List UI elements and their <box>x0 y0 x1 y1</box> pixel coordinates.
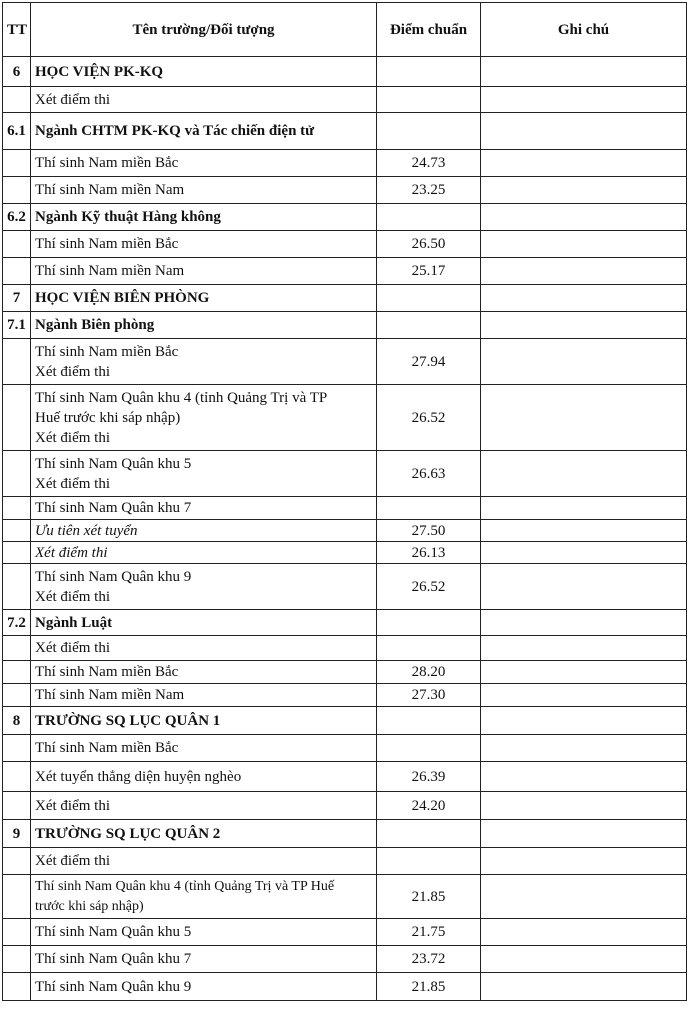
row-name: Ưu tiên xét tuyển <box>31 520 377 542</box>
row-tt: 7.2 <box>3 610 31 636</box>
row-note <box>481 177 687 204</box>
row-score <box>377 636 481 661</box>
row-tt: 6.2 <box>3 204 31 231</box>
table-row <box>3 57 687 87</box>
row-tt <box>3 973 31 1001</box>
row-tt <box>3 792 31 820</box>
row-tt: 7.1 <box>3 312 31 339</box>
row-note <box>481 312 687 339</box>
row-score: 27.30 <box>377 684 481 707</box>
row-score: 26.39 <box>377 762 481 792</box>
row-note <box>481 339 687 385</box>
row-tt <box>3 762 31 792</box>
row-name: Ngành Biên phòng <box>31 312 377 339</box>
row-tt <box>3 735 31 762</box>
row-tt <box>3 848 31 875</box>
row-name-line: Huế trước khi sáp nhập) <box>35 409 181 426</box>
row-name: HỌC VIỆN BIÊN PHÒNG <box>31 285 377 312</box>
row-name: Thí sinh Nam miền Bắc <box>31 150 377 177</box>
row-tt <box>3 661 31 684</box>
row-score: 23.72 <box>377 946 481 973</box>
row-name: Thí sinh Nam miền Nam <box>31 258 377 285</box>
row-note <box>481 564 687 610</box>
row-name: Ngành Luật <box>31 610 377 636</box>
row-score: 21.75 <box>377 919 481 946</box>
row-name: Thí sinh Nam miền Bắc <box>31 661 377 684</box>
row-score: 26.52 <box>377 385 481 451</box>
table-row <box>3 848 687 875</box>
row-score: 27.94 <box>377 339 481 385</box>
row-score: 26.13 <box>377 542 481 564</box>
row-score: 28.20 <box>377 661 481 684</box>
row-tt <box>3 684 31 707</box>
table-row <box>3 707 687 735</box>
table-row <box>3 385 687 451</box>
table-row <box>3 339 687 385</box>
row-score <box>377 848 481 875</box>
row-score <box>377 707 481 735</box>
row-name: Xét điểm thi <box>31 542 377 564</box>
row-name-line: Thí sinh Nam miền Bắc <box>35 343 179 360</box>
row-score <box>377 57 481 87</box>
row-score: 26.50 <box>377 231 481 258</box>
row-note <box>481 735 687 762</box>
table-row <box>3 875 687 919</box>
row-name-line: Xét điểm thi <box>35 363 110 380</box>
table-row <box>3 735 687 762</box>
row-name: Thí sinh Nam Quân khu 9 <box>31 973 377 1001</box>
row-name <box>31 564 377 610</box>
row-tt <box>3 520 31 542</box>
row-tt <box>3 258 31 285</box>
admission-score-table <box>2 2 687 1001</box>
row-name: Thí sinh Nam miền Bắc <box>31 735 377 762</box>
row-tt <box>3 946 31 973</box>
row-tt: 6.1 <box>3 113 31 150</box>
row-score <box>377 820 481 848</box>
row-score <box>377 204 481 231</box>
row-name: Ngành CHTM PK-KQ và Tác chiến điện tử <box>31 113 377 150</box>
row-name-line: Thí sinh Nam Quân khu 9 <box>35 568 192 585</box>
table-row <box>3 520 687 542</box>
row-note <box>481 820 687 848</box>
row-score <box>377 285 481 312</box>
row-note <box>481 848 687 875</box>
row-name: Thí sinh Nam Quân khu 7 <box>31 497 377 520</box>
row-note <box>481 684 687 707</box>
row-note <box>481 57 687 87</box>
row-name: HỌC VIỆN PK-KQ <box>31 57 377 87</box>
row-tt: 9 <box>3 820 31 848</box>
table-row <box>3 610 687 636</box>
row-name <box>31 385 377 451</box>
row-score <box>377 497 481 520</box>
table-row <box>3 113 687 150</box>
row-score: 21.85 <box>377 875 481 919</box>
table-row <box>3 285 687 312</box>
row-tt <box>3 150 31 177</box>
row-score: 24.73 <box>377 150 481 177</box>
table-row <box>3 258 687 285</box>
row-note <box>481 385 687 451</box>
row-name: Ngành Kỹ thuật Hàng không <box>31 204 377 231</box>
row-note <box>481 707 687 735</box>
row-name <box>31 875 377 919</box>
row-name: Xét điểm thi <box>31 848 377 875</box>
row-note <box>481 497 687 520</box>
row-note <box>481 636 687 661</box>
row-name-line: trước khi sáp nhập) <box>35 898 144 914</box>
row-score: 23.25 <box>377 177 481 204</box>
row-tt <box>3 542 31 564</box>
row-score: 24.20 <box>377 792 481 820</box>
table-row <box>3 762 687 792</box>
row-name: Thí sinh Nam miền Nam <box>31 684 377 707</box>
row-tt <box>3 875 31 919</box>
row-name-line: Thí sinh Nam Quân khu 4 (tỉnh Quảng Trị và TP <box>35 389 328 406</box>
table-row <box>3 564 687 610</box>
row-tt <box>3 339 31 385</box>
table-row <box>3 312 687 339</box>
row-note <box>481 610 687 636</box>
row-name-line: Xét điểm thi <box>35 429 110 446</box>
row-note <box>481 973 687 1001</box>
row-tt: 8 <box>3 707 31 735</box>
row-name: Xét điểm thi <box>31 636 377 661</box>
row-name: TRƯỜNG SQ LỤC QUÂN 1 <box>31 707 377 735</box>
row-score: 25.17 <box>377 258 481 285</box>
row-name: Thí sinh Nam miền Nam <box>31 177 377 204</box>
header-name: Tên trường/Đối tượng <box>31 3 377 57</box>
row-score <box>377 113 481 150</box>
table-row <box>3 150 687 177</box>
table-row <box>3 973 687 1001</box>
table-row <box>3 497 687 520</box>
row-note <box>481 919 687 946</box>
row-note <box>481 762 687 792</box>
row-name: TRƯỜNG SQ LỤC QUÂN 2 <box>31 820 377 848</box>
table-row <box>3 792 687 820</box>
header-tt: TT <box>3 3 31 57</box>
table-row <box>3 820 687 848</box>
row-tt <box>3 451 31 497</box>
table-row <box>3 87 687 113</box>
table-row <box>3 919 687 946</box>
row-note <box>481 150 687 177</box>
row-tt <box>3 177 31 204</box>
table-row <box>3 661 687 684</box>
row-tt <box>3 385 31 451</box>
header-score: Điểm chuẩn <box>377 3 481 57</box>
row-name: Xét điểm thi <box>31 792 377 820</box>
row-note <box>481 258 687 285</box>
row-note <box>481 875 687 919</box>
table-row <box>3 542 687 564</box>
row-name: Xét điểm thi <box>31 87 377 113</box>
row-name-line: Xét điểm thi <box>35 475 110 492</box>
table-row <box>3 177 687 204</box>
row-name <box>31 451 377 497</box>
row-tt <box>3 87 31 113</box>
row-note <box>481 231 687 258</box>
table-row <box>3 636 687 661</box>
row-name-line: Thí sinh Nam Quân khu 5 <box>35 455 192 472</box>
row-score: 26.63 <box>377 451 481 497</box>
row-tt <box>3 564 31 610</box>
header-note: Ghi chú <box>481 3 687 57</box>
row-tt: 6 <box>3 57 31 87</box>
row-note <box>481 661 687 684</box>
row-note <box>481 87 687 113</box>
row-note <box>481 113 687 150</box>
row-note <box>481 520 687 542</box>
row-tt: 7 <box>3 285 31 312</box>
header-row <box>3 3 687 57</box>
row-note <box>481 285 687 312</box>
row-name-line: Thí sinh Nam Quân khu 4 (tỉnh Quảng Trị và TP Huế <box>35 878 335 894</box>
row-name: Thí sinh Nam miền Bắc <box>31 231 377 258</box>
row-name: Thí sinh Nam Quân khu 5 <box>31 919 377 946</box>
table-row <box>3 451 687 497</box>
row-note <box>481 451 687 497</box>
row-score <box>377 87 481 113</box>
row-tt <box>3 231 31 258</box>
row-tt <box>3 919 31 946</box>
row-name: Xét tuyển thẳng diện huyện nghèo <box>31 762 377 792</box>
row-score <box>377 312 481 339</box>
table-row <box>3 684 687 707</box>
row-score <box>377 610 481 636</box>
row-score <box>377 735 481 762</box>
row-note <box>481 542 687 564</box>
row-note <box>481 946 687 973</box>
table-row <box>3 231 687 258</box>
row-tt <box>3 636 31 661</box>
table-row <box>3 204 687 231</box>
row-note <box>481 792 687 820</box>
table-row <box>3 946 687 973</box>
row-tt <box>3 497 31 520</box>
row-name <box>31 339 377 385</box>
row-name: Thí sinh Nam Quân khu 7 <box>31 946 377 973</box>
row-score: 21.85 <box>377 973 481 1001</box>
row-score: 26.52 <box>377 564 481 610</box>
row-score: 27.50 <box>377 520 481 542</box>
row-name-line: Xét điểm thi <box>35 588 110 605</box>
row-note <box>481 204 687 231</box>
